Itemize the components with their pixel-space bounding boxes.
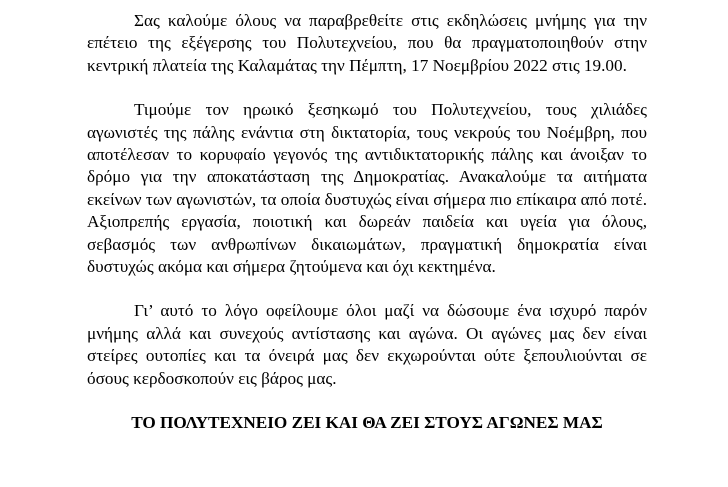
document-page bbox=[87, 10, 647, 435]
paragraph-invitation: Σας καλούμε όλους να παραβρεθείτε στις εκδηλώσεις μνήμης για την επέτειο της εξέγερσης του Πολυτεχνείου, που θα πραγματοποιηθούν στην κεντρική πλατεία της Καλαμάτας την Πέμπτη, 17 Νοεμβρίου 2022 στις 19.00. bbox=[87, 11, 647, 75]
paragraph-call-to-action: Γι’ αυτό το λόγο οφείλουμε όλοι μαζί να δώσουμε ένα ισχυρό παρόν μνήμης αλλά και συνεχούς αντίστασης και αγώνα. Οι αγώνες μας δεν είναι στείρες ουτοπίες και τα όνειρά μας δεν εκχωρούνται ούτε ξεπουλιούνται σε όσους κερδοσκοπούν εις βάρος μας. bbox=[87, 301, 647, 388]
closing-slogan: ΤΟ ΠΟΛΥΤΕΧΝΕΙΟ ΖΕΙ ΚΑΙ ΘΑ ΖΕΙ ΣΤΟΥΣ ΑΓΩΝΕΣ ΜΑΣ bbox=[131, 413, 603, 433]
paragraph-tribute: Τιμούμε τον ηρωικό ξεσηκωμό του Πολυτεχνείου, τους χιλιάδες αγωνιστές της πάλης ενάντια στη δικτατορία, τους νεκρούς του Νοέμβρη, που αποτέλεσαν το κορυφαίο γεγονός της αντιδικτατορικής πάλης και άνοιξαν το δρόμο για την αποκατάσταση της Δημοκρατίας. Ανακαλούμε τα αιτήματα εκείνων των αγωνιστών, τα οποία δυστυχώς είναι σήμερα πιο επίκαιρα από ποτέ. Αξιοπρεπής εργασία, ποιοτική και δωρεάν παιδεία και υγεία για όλους, σεβασμός των ανθρωπίνων δικαιωμάτων, πραγματική δημοκρατία είναι δυστυχώς ακόμα και σήμερα ζητούμενα και όχι κεκτημένα. bbox=[87, 100, 647, 277]
